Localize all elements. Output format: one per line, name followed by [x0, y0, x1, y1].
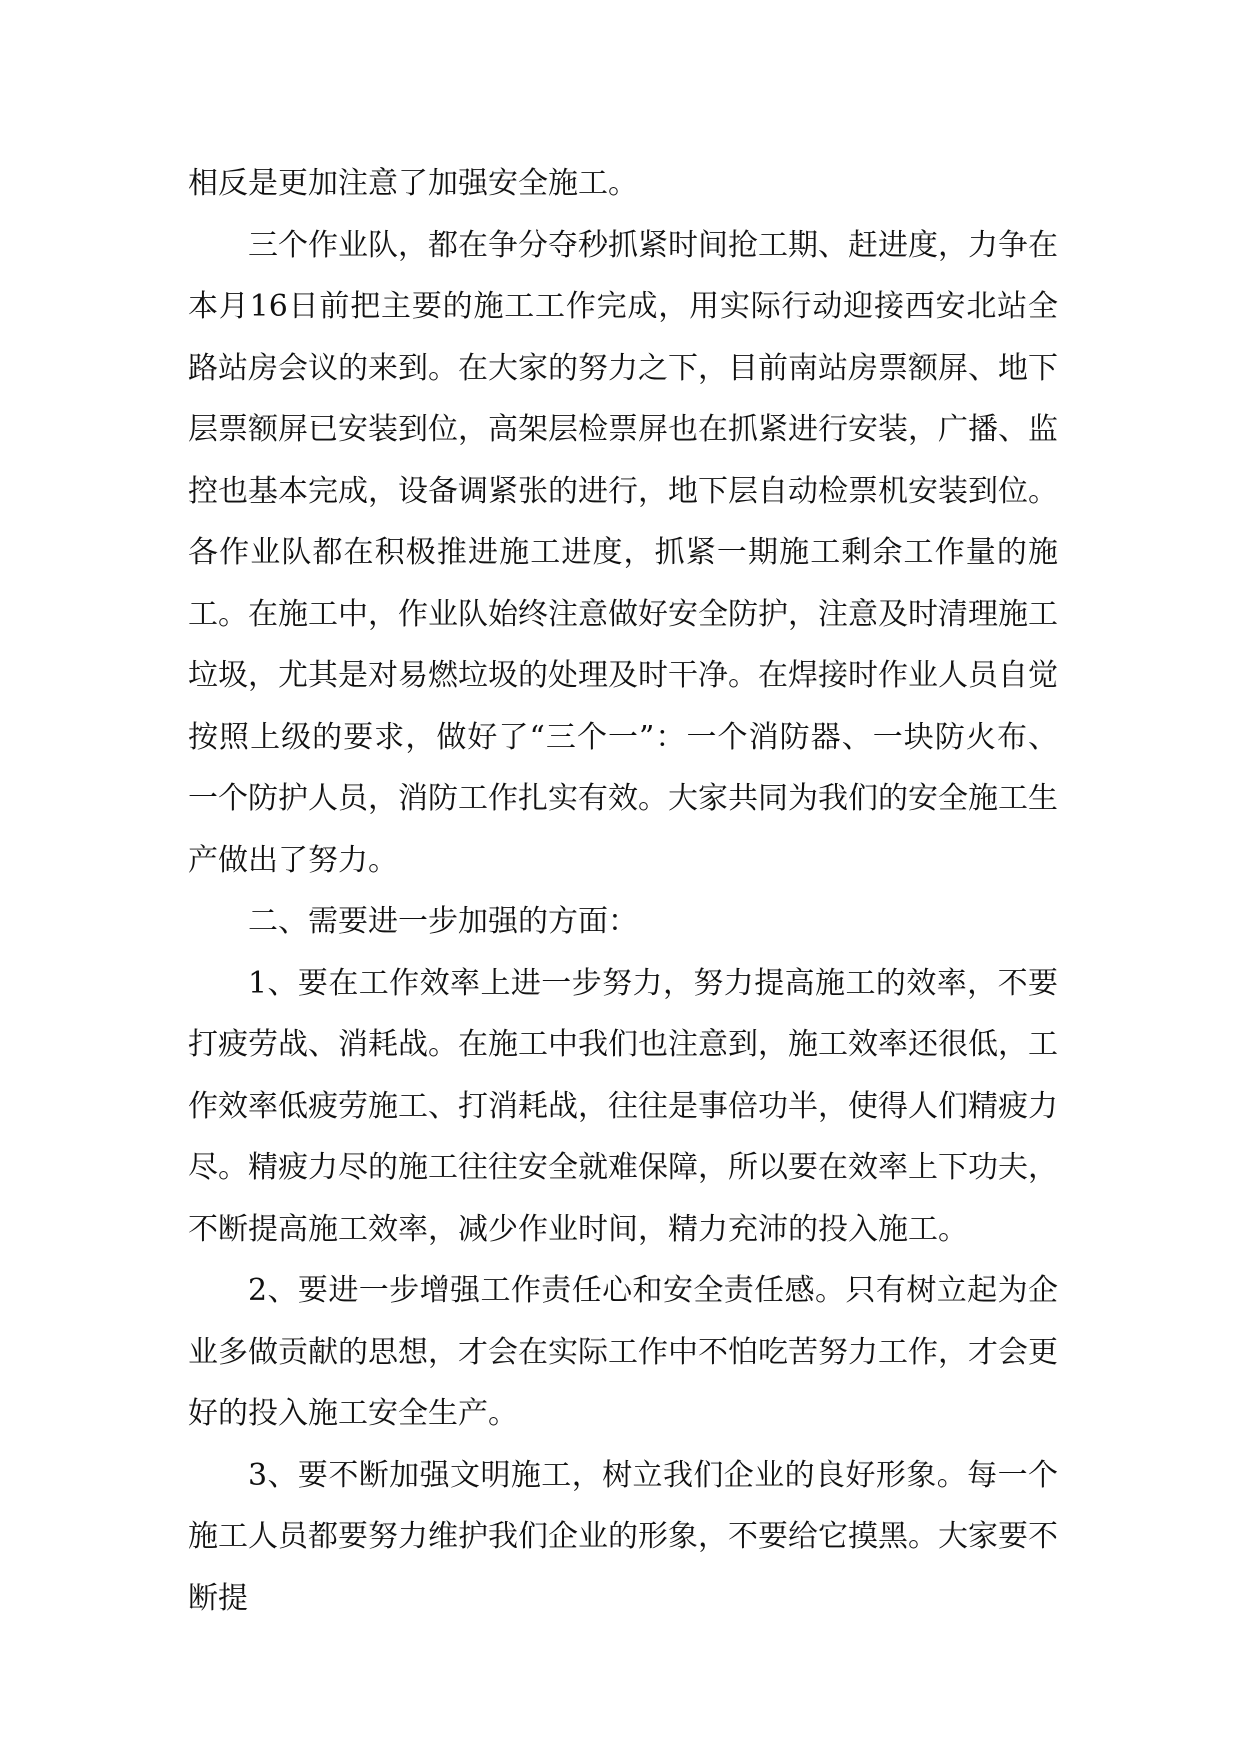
section-heading: 二、需要进一步加强的方面： — [248, 904, 638, 939]
paragraph-work-teams: 三个作业队，都在争分夺秒抓紧时间抢工期、赶进度，力争在本月16日前把主要的施工工作完成，用实际行动迎接西安北站全路站房会议的来到。在大家的努力之下，目前南站房票额屏、地下层票额屏已安装到位，高架层检票屏也在抓紧进行安装，广播、监控也基本完成，设备调紧张的进行，地下层自动检票机安装到位。各作业队都在积极推进施工进度，抓紧一期施工剩余工作量的施工。在施工中，作业队始终注意做好安全防护，注意及时清理施工垃圾，尤其是对易燃垃圾的处理及时干净。在焊接时作业人员自觉按照上级的要求，做好了“三个一”：一个消防器、一块防火布、一个防护人员，消防工作扎实有效。大家共同为我们的安全施工生产做出了努力。 — [188, 227, 1058, 878]
list-item-civilized-construction: 3、要不断加强文明施工，树立我们企业的良好形象。每一个施工人员都要努力维护我们企业的形象，不要给它摸黑。大家要不断提 — [188, 1457, 1058, 1616]
document-body — [188, 153, 1058, 1629]
list-item-efficiency: 1、要在工作效率上进一步努力，努力提高施工的效率，不要打疲劳战、消耗战。在施工中我们也注意到，施工效率还很低，工作效率低疲劳施工、打消耗战，往往是事倍功半，使得人们精疲力尽。精疲力尽的施工往往安全就难保障，所以要在效率上下功夫，不断提高施工效率，减少作业时间，精力充沛的投入施工。 — [188, 965, 1058, 1247]
paragraph-continuation: 相反是更加注意了加强安全施工。 — [188, 166, 638, 201]
list-item-responsibility: 2、要进一步增强工作责任心和安全责任感。只有树立起为企业多做贡献的思想，才会在实际工作中不怕吃苦努力工作，才会更好的投入施工安全生产。 — [188, 1273, 1058, 1431]
